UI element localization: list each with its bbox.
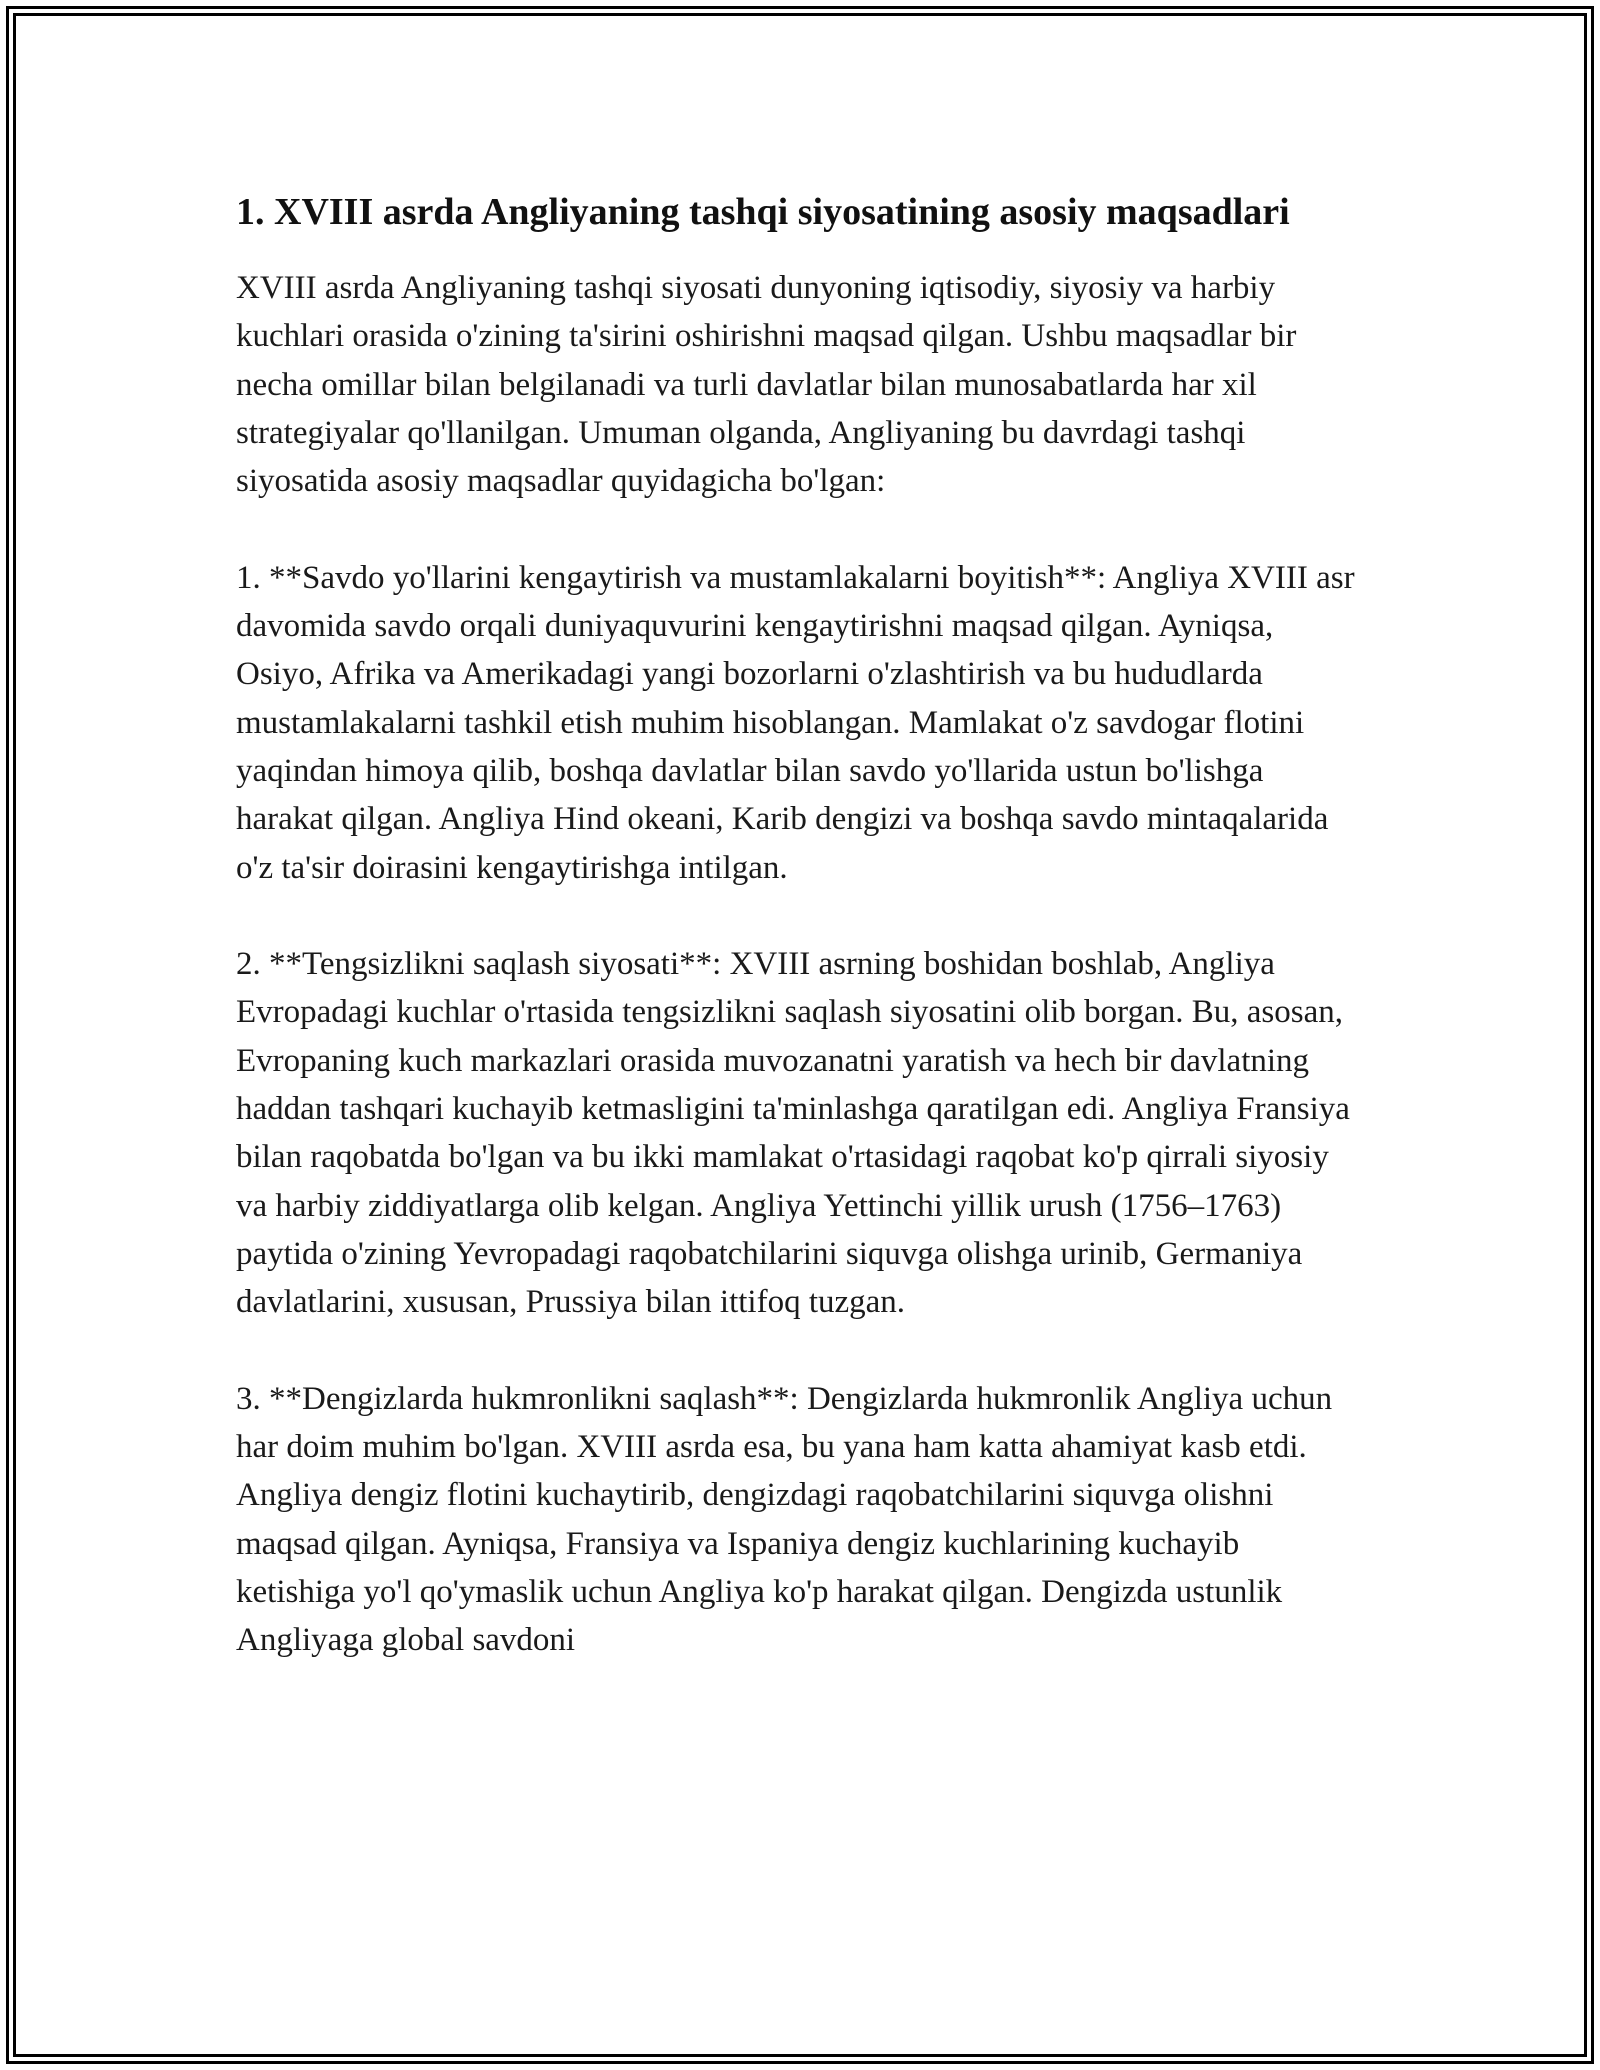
point-2-paragraph: 2. **Tengsizlikni saqlash siyosati**: XVIII asrning boshidan boshlab, Angliya Evropadagi kuchlar o'rtasida tengsizlikni saqlash siyosatini olib borgan. Bu, asosan, Evropaning kuch markazlari orasida muvozanatni yaratish va hech bir davlatning haddan tashqari kuchayib ketmasligini ta'minlashga qaratilgan edi. Angliya Fransiya bilan raqobatda bo'lgan va bu ikki mamlakat o'rtasidagi raqobat ko'p qirrali siyosiy va harbiy ziddiyatlarga olib kelgan. Angliya Yettinchi yillik urush (1756–1763) paytida o'zining Yevropadagi raqobatchilarini siquvga olishga urinib, Germaniya davlatlarini, xususan, Prussiya bilan ittifoq tuzgan.: [236, 946, 1350, 1321]
document-body: [236, 184, 1366, 1713]
point-3-paragraph: 3. **Dengizlarda hukmronlikni saqlash**: Dengizlarda hukmronlik Angliya uchun har doim muhim bo'lgan. XVIII asrda esa, bu yana ham katta ahamiyat kasb etdi. Angliya dengiz flotini kuchaytirib, dengizdagi raqobatchilarini siquvga olishni maqsad qilgan. Ayniqsa, Fransiya va Ispaniya dengiz kuchlarining kuchayib ketishiga yo'l qo'ymaslik uchun Angliya ko'p harakat qilgan. Dengizda ustunlik Angliyaga global savdoni: [236, 1380, 1333, 1659]
point-1-paragraph: 1. **Savdo yo'llarini kengaytirish va mustamlakalarni boyitish**: Angliya XVIII asr davomida savdo orqali duniyaquvurini kengaytirishni maqsad qilgan. Ayniqsa, Osiyo, Afrika va Amerikadagi yangi bozorlarni o'zlashtirish va bu hududlarda mustamlakalarni tashkil etish muhim hisoblangan. Mamlakat o'z savdogar flotini yaqindan himoya qilib, boshqa davlatlar bilan savdo yo'llarida ustun bo'lishga harakat qilgan. Angliya Hind okeani, Karib dengizi va boshqa savdo mintaqalarida o'z ta'sir doirasini kengaytirishga intilgan.: [236, 559, 1355, 886]
intro-paragraph: XVIII asrda Angliyaning tashqi siyosati dunyoning iqtisodiy, siyosiy va harbiy kuchlari orasida o'zining ta'sirini oshirishni maqsad qilgan. Ushbu maqsadlar bir necha omillar bilan belgilanadi va turli davlatlar bilan munosabatlarda har xil strategiyalar qo'llanilgan. Umuman olganda, Angliyaning bu davrdagi tashqi siyosatida asosiy maqsadlar quyidagicha bo'lgan:: [236, 270, 1297, 500]
section-heading: 1. XVIII asrda Angliyaning tashqi siyosatining asosiy maqsadlari: [236, 191, 1290, 233]
